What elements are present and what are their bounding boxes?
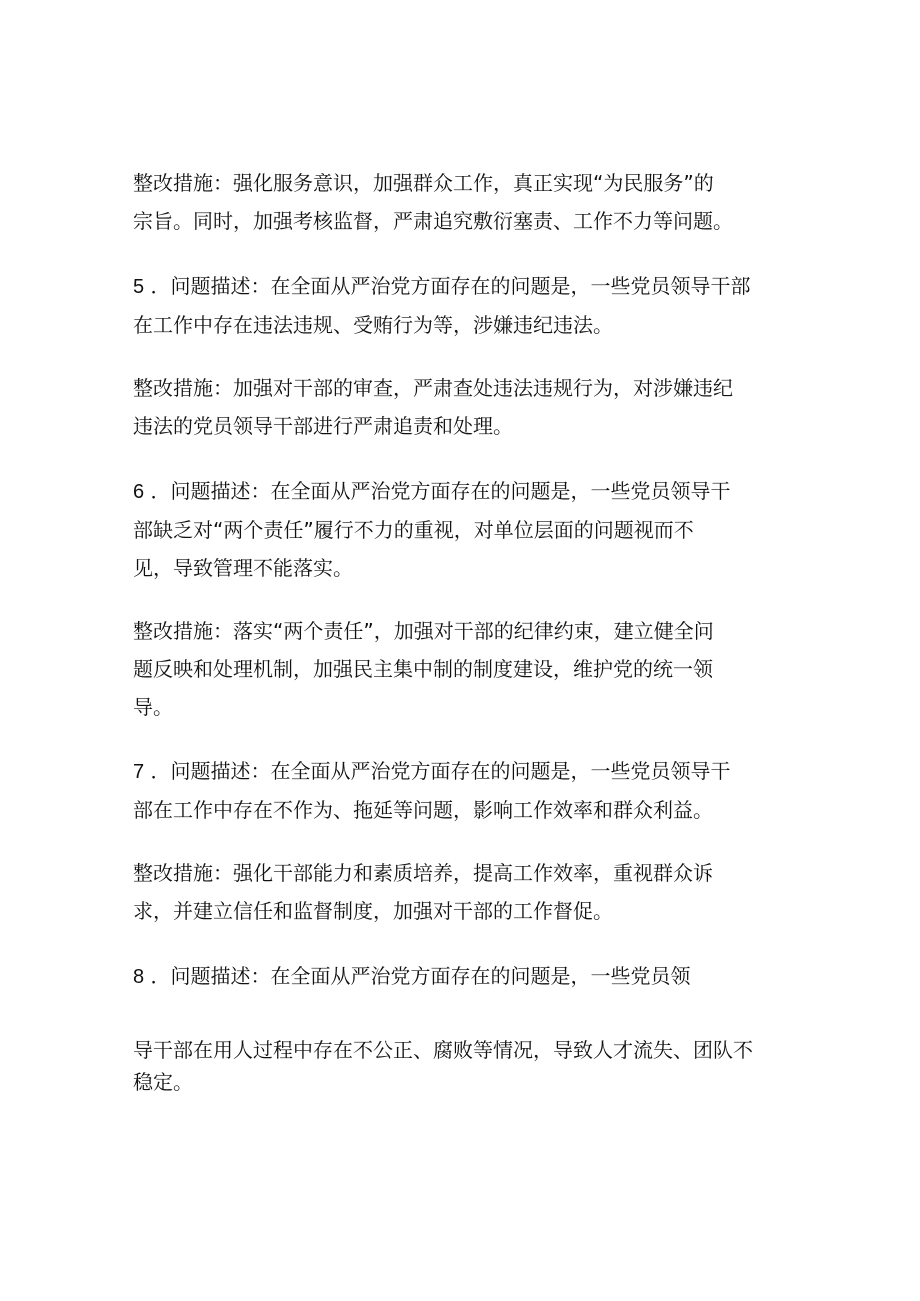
item-number: 7	[133, 761, 145, 783]
text-line: 见，导致管理不能落实。	[133, 556, 353, 580]
text-fragment: ．问题描述：在全面从严治党方面存在的问题是，一些党员领	[144, 964, 691, 988]
text-fragment: ．问题描述：在全面从严治党方面存在的问题是，一些党员领导干	[144, 759, 731, 783]
text-fragment: ．问题描述：在全面从严治党方面存在的问题是，一些党员领导干	[144, 479, 731, 503]
text-fragment: ．问题描述：在全面从严治党方面存在的问题是，一些党员领导干部	[144, 274, 751, 298]
text-line: 违法的党员领导干部进行严肃追责和处理。	[133, 414, 513, 438]
text-line: 导。	[133, 695, 173, 719]
measure-paragraph-6	[133, 612, 803, 726]
measure-paragraph-5	[133, 369, 803, 445]
text-line: 求，并建立信任和监督制度，加强对干部的工作督促。	[133, 899, 613, 923]
problem-paragraph-5	[133, 267, 803, 344]
item-number: 8	[133, 966, 145, 988]
text-line: 整改措施：落实“两个责任”，加强对干部的纪律约束，建立健全问	[133, 619, 714, 643]
problem-paragraph-8	[133, 957, 803, 996]
item-number: 5	[133, 276, 145, 298]
text-line: 整改措施：强化服务意识，加强群众工作，真正实现“为民服务”的	[133, 171, 714, 195]
text-line: 部在工作中存在不作为、拖延等问题，影响工作效率和群众利益。	[133, 798, 713, 822]
text-line	[133, 957, 803, 996]
text-line: 整改措施：强化干部能力和素质培养，提高工作效率，重视群众诉	[133, 861, 713, 885]
item-number: 6	[133, 481, 145, 503]
text-line	[133, 267, 803, 306]
text-line: 在工作中存在违法违规、受贿行为等，涉嫌违纪违法。	[133, 313, 613, 337]
text-line: 题反映和处理机制，加强民主集中制的制度建设，维护党的统一领	[133, 657, 713, 681]
text-line: 整改措施：加强对干部的审查，严肃查处违法违规行为，对涉嫌违纪	[133, 376, 733, 400]
text-line	[133, 752, 803, 791]
text-line: 部缺乏对“两个责任”履行不力的重视，对单位层面的问题视而不	[133, 518, 694, 542]
text-line: 稳定。	[133, 1070, 193, 1094]
problem-paragraph-6	[133, 472, 803, 587]
measure-paragraph-4	[133, 164, 803, 240]
problem-paragraph-7	[133, 752, 803, 829]
text-line: 宗旨。同时，加强考核监督，严肃追究敷衍塞责、工作不力等问题。	[133, 209, 733, 233]
measure-paragraph-7	[133, 854, 803, 930]
text-line: 导干部在用人过程中存在不公正、腐败等情况，导致人才流失、团队不	[133, 1038, 753, 1062]
continuation-paragraph-8	[133, 1033, 813, 1097]
text-line	[133, 472, 803, 511]
